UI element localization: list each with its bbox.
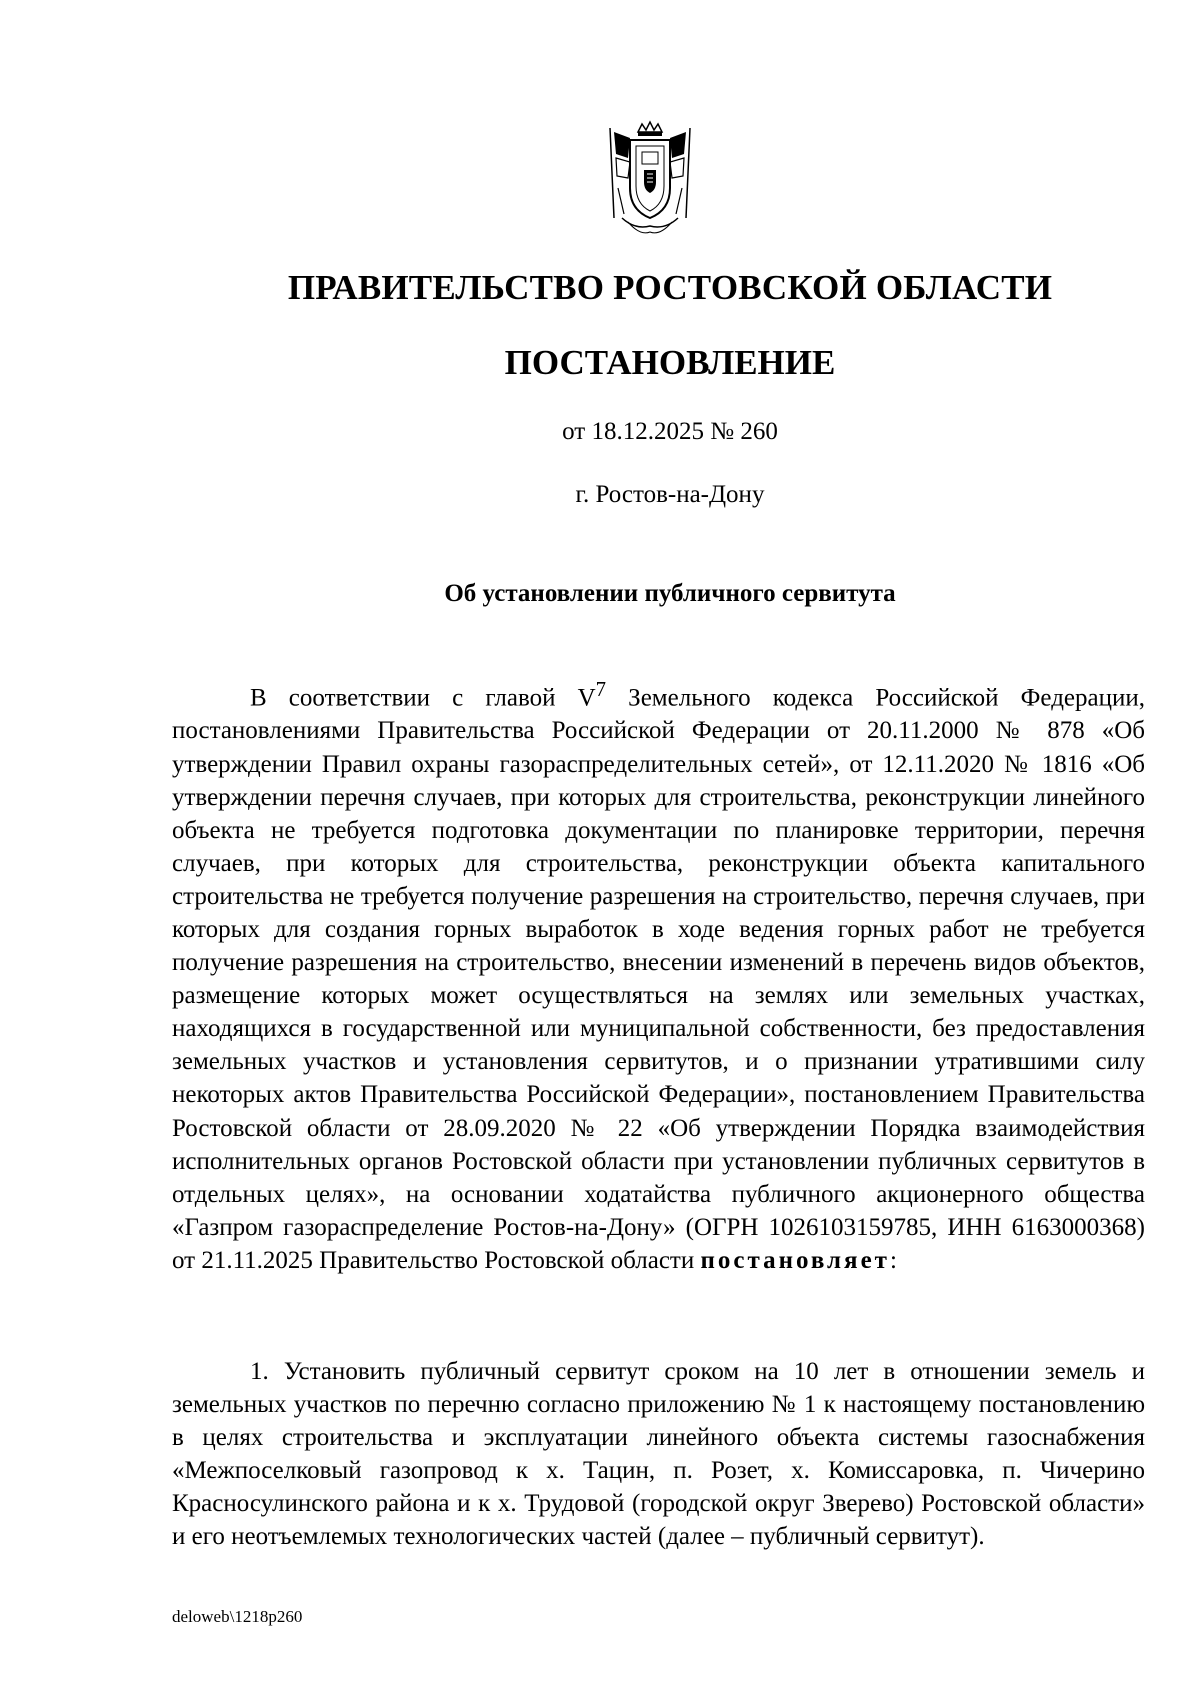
rostov-oblast-coat-of-arms-icon bbox=[600, 118, 700, 238]
footer-document-code: deloweb\1218p260 bbox=[172, 1607, 303, 1626]
decree-keyword: постановляет bbox=[700, 1246, 890, 1274]
document-date-number: от 18.12.2025 № 260 bbox=[562, 418, 778, 445]
document-subject: Об установлении публичного сервитута bbox=[444, 580, 896, 607]
preamble-text-start: В соответствии с главой V bbox=[250, 684, 596, 712]
clause-1-paragraph: 1. Установить публичный сервитут сроком на 10 лет в отношении земель и земельных участков по перечню согласно приложению № 1 к настоящему постановлению в целях строительства и эксплуатации линейного объекта системы газоснабжения «Межпоселковый газопровод к х. Тацин, п. Розет, х. Комиссаровка, п. Чичерино Красносулинского района и к х. Трудовой (городской округ Зверево) Ростовской области» и его неотъемлемых технологических частей (далее – публичный сервитут). bbox=[172, 1358, 1145, 1551]
preamble-paragraph bbox=[172, 673, 1145, 1277]
chapter-superscript: 7 bbox=[595, 677, 607, 701]
preamble-colon: : bbox=[889, 1246, 897, 1274]
document-type: ПОСТАНОВЛЕНИЕ bbox=[504, 343, 836, 382]
document-city: г. Ростов-на-Дону bbox=[575, 481, 765, 508]
organization-title: ПРАВИТЕЛЬСТВО РОСТОВСКОЙ ОБЛАСТИ bbox=[287, 268, 1053, 307]
preamble-text-main: Земельного кодекса Российской Федерации, постановлениями Правительства Российской Федерации от 20.11.2000 № 878 «Об утверждении Правил охраны газораспределительных сетей», от 12.11.2020 № 1816 «Об утверждении перечня случаев, при которых для строительства, реконструкции линейного объекта не требуется подготовка документации по планировке территории, перечня случаев, при которых для строительства, реконструкции объекта капитального строительства не требуется получение разрешения на строительство, перечня случаев, при которых для создания горных выработок в ходе ведения горных работ не требуется получение разрешения на строительство, внесении изменений в перечень видов объектов, размещение которых может осуществляться на землях или земельных участках, находящихся в государственной или муниципальной собственности, без предоставления земельных участков и установления сервитутов, и о признании утратившими силу некоторых актов Правительства Российской Федерации», постановлением Правительства Ростовской области от 28.09.2020 № 22 «Об утверждении Порядка взаимодействия исполнительных органов Ростовской области при установлении публичных сервитутов в отдельных целях», на основании ходатайства публичного акционерного общества «Газпром газораспределение Ростов-на-Дону» (ОГРН 1026103159785, ИНН 6163000368) от 21.11.2025 Правительство Ростовской области bbox=[172, 684, 1145, 1274]
